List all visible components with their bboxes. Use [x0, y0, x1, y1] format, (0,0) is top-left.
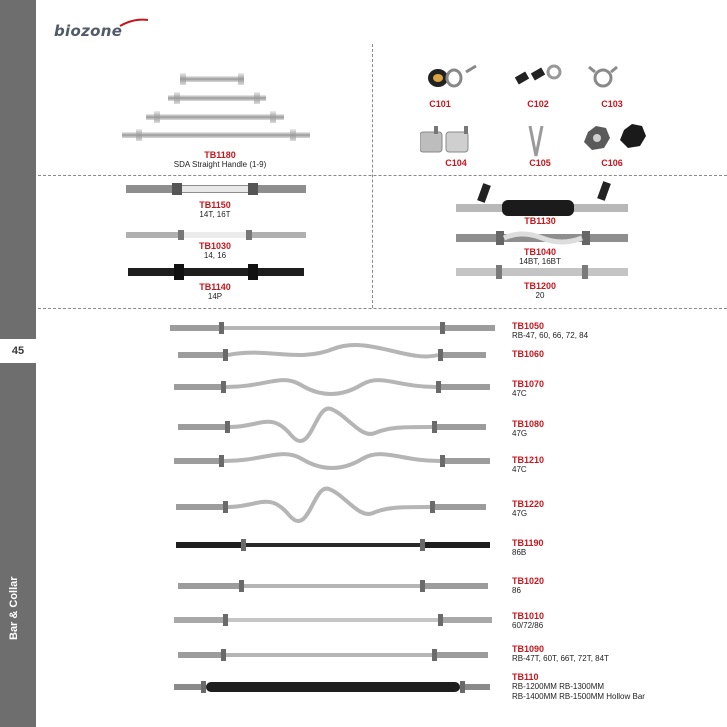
tb1020-label — [512, 576, 712, 596]
bar-sleeve-left — [178, 652, 226, 658]
bar-sleeve-left — [174, 384, 226, 390]
section-label-text: Bar & Collar — [8, 576, 20, 640]
product-code: TB1050 — [512, 321, 545, 331]
mid-right-handles-image — [452, 180, 632, 285]
product-spec-line2: RB-1400MM RB-1500MM Hollow Bar — [512, 692, 645, 701]
logo-swoosh-icon — [118, 18, 150, 28]
bar-collar-left — [223, 614, 228, 626]
product-desc: SDA Straight Handle (1-9) — [173, 160, 267, 169]
product-code: TB1070 — [512, 379, 545, 389]
product-spec: 60/72/86 — [512, 621, 544, 630]
collar-c101-code: C101 — [429, 99, 451, 109]
tb1210-label — [512, 455, 712, 475]
tb1070-label — [512, 379, 712, 399]
bar-collar-left — [219, 455, 224, 467]
long-bars-image — [170, 315, 495, 700]
bar-collar-left — [219, 322, 224, 334]
bar-collar-right — [440, 322, 445, 334]
bar-sleeve-right — [440, 325, 495, 331]
product-spec: 20 — [535, 291, 545, 300]
bar-sleeve-left — [178, 352, 228, 358]
bar-sleeve-right — [430, 504, 486, 510]
tb1050-label — [512, 321, 712, 341]
bar-sleeve-right — [438, 352, 486, 358]
bar-sleeve-left — [176, 542, 246, 548]
product-spec: 47C — [512, 465, 527, 474]
bar-foam-grip — [206, 682, 460, 692]
product-spec: RB-47T, 60T, 66T, 72T, 84T — [512, 654, 609, 663]
tb1200-label — [505, 281, 575, 301]
product-spec: 47G — [512, 429, 528, 438]
product-code: TB1150 — [199, 200, 231, 210]
product-spec: 14T, 16T — [199, 210, 231, 219]
bar-sleeve-left — [176, 504, 228, 510]
bar-collar-right — [438, 614, 443, 626]
collar-c106-code: C106 — [601, 158, 623, 168]
bar-collar-left — [241, 539, 246, 551]
bar-collar-left — [221, 381, 226, 393]
collars-image — [420, 64, 660, 164]
product-code: TB1180 — [204, 150, 236, 160]
product-code: TB1210 — [512, 455, 545, 465]
bar-shaft — [228, 345, 438, 356]
product-code: TB1040 — [523, 247, 557, 257]
collar-c104-code: C104 — [445, 158, 467, 168]
bar-shaft — [224, 454, 440, 468]
bar-shaft — [228, 489, 430, 521]
brand-logo: biozone — [54, 22, 123, 40]
divider-top — [38, 175, 727, 176]
product-code: TB1010 — [512, 611, 545, 621]
product-spec: 86B — [512, 548, 527, 557]
tb1080-label — [512, 419, 712, 439]
collar-c102-code: C102 — [527, 99, 549, 109]
product-code: TB1140 — [199, 282, 231, 292]
tb1180-label — [140, 150, 300, 170]
collar-c103-code: C103 — [601, 99, 623, 109]
page-number: 45 — [0, 339, 36, 363]
bar-sleeve-left — [178, 583, 244, 589]
tb1040-label — [495, 247, 585, 267]
product-spec: 14, 16 — [203, 251, 227, 260]
divider-middle — [38, 308, 727, 309]
bar-collar-right — [420, 580, 425, 592]
tb1090-label — [512, 644, 722, 664]
bar-sleeve-left — [170, 325, 224, 331]
tb110-label — [512, 672, 722, 702]
product-spec: 14P — [207, 292, 223, 301]
bar-sleeve-right — [432, 652, 488, 658]
product-code: TB110 — [512, 672, 539, 682]
bar-sleeve-left — [174, 617, 228, 623]
bar-sleeve-right — [440, 458, 490, 464]
product-spec: RB-47, 60, 66, 72, 84 — [512, 331, 589, 340]
tb1180-handles-image — [110, 68, 320, 148]
bar-collar-left — [201, 681, 206, 693]
bar-collar-right — [432, 649, 437, 661]
bar-sleeve-right — [438, 617, 492, 623]
tb1220-label — [512, 499, 712, 519]
product-code: TB1060 — [512, 349, 545, 359]
product-spec: 86 — [512, 586, 521, 595]
divider-vertical — [372, 44, 373, 308]
product-code: TB1220 — [512, 499, 545, 509]
bar-collar-left — [221, 649, 226, 661]
bar-collar-right — [436, 381, 441, 393]
product-code: TB1030 — [198, 241, 232, 251]
bar-collar-right — [438, 349, 443, 361]
product-spec: RB-1200MM RB-1300MM — [512, 682, 605, 691]
bar-sleeve-right — [436, 384, 490, 390]
bar-collar-right — [460, 681, 465, 693]
bar-collar-left — [239, 580, 244, 592]
bar-collar-left — [223, 349, 228, 361]
tb1140-label — [180, 282, 250, 302]
product-code: TB1020 — [512, 576, 545, 586]
mid-left-handles-image — [120, 180, 310, 280]
bar-sleeve-right — [420, 583, 488, 589]
tb1150-label — [180, 200, 250, 220]
bar-sleeve-right — [420, 542, 490, 548]
bar-collar-right — [440, 455, 445, 467]
tb1190-label — [512, 538, 712, 558]
bar-collar-left — [225, 421, 230, 433]
tb1030-label — [180, 241, 250, 261]
product-code: TB1130 — [524, 216, 556, 226]
bar-shaft — [226, 380, 436, 394]
tb1060-label — [512, 349, 712, 359]
product-spec: 47C — [512, 389, 527, 398]
collar-c105-code: C105 — [529, 158, 551, 168]
tb1130-label — [505, 216, 575, 226]
product-code: TB1190 — [512, 538, 544, 548]
bar-collar-right — [432, 421, 437, 433]
bar-collar-right — [430, 501, 435, 513]
bar-shaft — [230, 409, 432, 441]
product-code: TB1090 — [512, 644, 545, 654]
product-code: TB1080 — [512, 419, 545, 429]
bar-sleeve-right — [432, 424, 486, 430]
tb1010-label — [512, 611, 712, 631]
product-code: TB1200 — [523, 281, 557, 291]
bar-collar-right — [420, 539, 425, 551]
bar-sleeve-left — [178, 424, 230, 430]
product-spec: 14BT, 16BT — [519, 257, 561, 266]
product-spec: 47G — [512, 509, 528, 518]
bar-sleeve-left — [174, 458, 224, 464]
bar-collar-left — [223, 501, 228, 513]
